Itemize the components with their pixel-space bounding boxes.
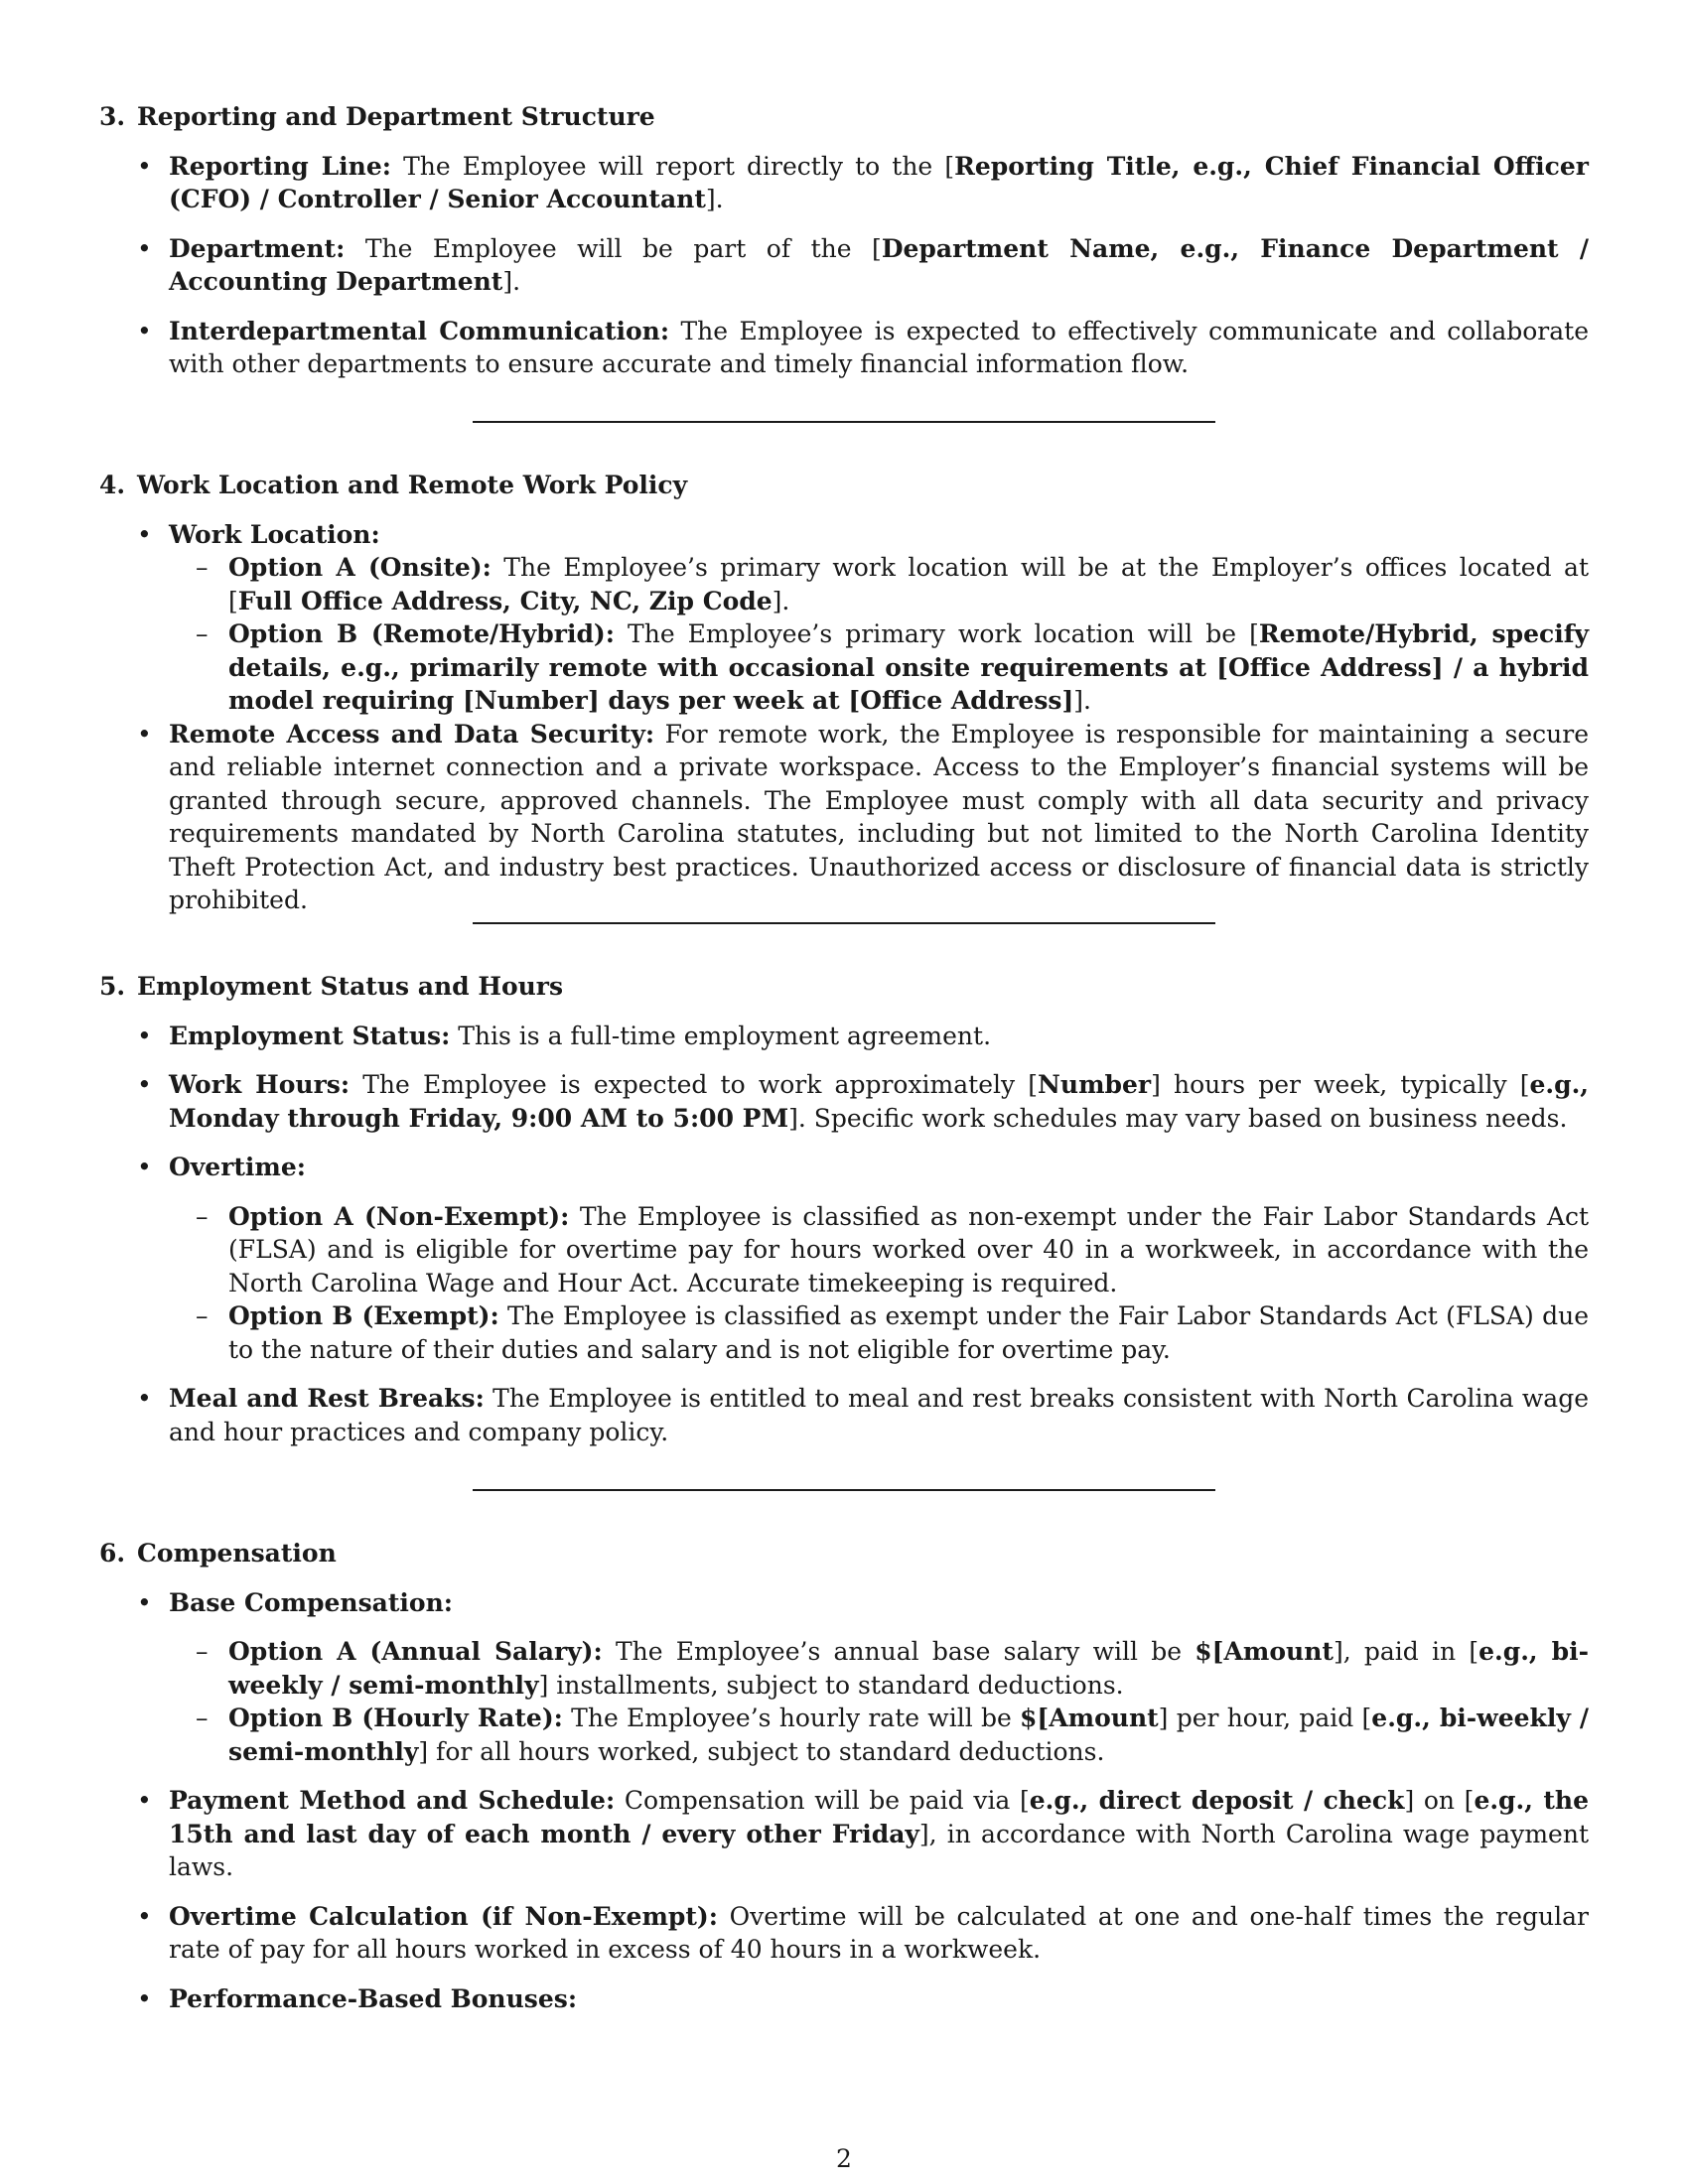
section-divider	[473, 922, 1215, 924]
list-item-payment-method: • Payment Method and Schedule: Compensation will be paid via [e.g., direct deposit / check] on [e.g., the 15th and last day of each month / every other Friday], in accordance with North Carolina wage payment laws.	[99, 1784, 1589, 1884]
section-title: 6. Compensation	[99, 1539, 337, 1568]
list-item-work-hours: • Work Hours: The Employee is expected to work approximately [Number] hours per week, typically [e.g., Monday through Friday, 9:00 AM to 5:00 PM]. Specific work schedules may vary based on business needs.	[99, 1068, 1589, 1135]
sublist-item-annual-salary: – Option A (Annual Salary): The Employee’s annual base salary will be $[Amount], paid in [e.g., bi-weekly / semi-monthly] installments, subject to standard deductions.	[169, 1635, 1589, 1702]
list-item-reporting-line: • Reporting Line: The Employee will report directly to the [Reporting Title, e.g., Chief Financial Officer (CFO) / Controller / Senior Accountant].	[99, 150, 1589, 216]
list-item-remote-access: • Remote Access and Data Security: For remote work, the Employee is responsible for maintaining a secure and reliable internet connection and a private workspace. Access to the Employer’s financial systems will be granted through secure, approved channels. The Employee must comply with all data security and privacy requirements mandated by North Carolina statutes, including but not limited to the North Carolina Identity Theft Protection Act, and industry best practices. Unauthorized access or disclosure of financial data is strictly prohibited.	[99, 718, 1589, 917]
section-title: 4. Work Location and Remote Work Policy	[99, 471, 688, 499]
list-item-employment-status: • Employment Status: This is a full-time employment agreement.	[99, 1020, 1589, 1053]
sublist-item-exempt: – Option B (Exempt): The Employee is classified as exempt under the Fair Labor Standards Act (FLSA) due to the nature of their duties and salary and is not eligible for overtime pay.	[169, 1299, 1589, 1366]
list-item-bonuses: • Performance-Based Bonuses:	[99, 1982, 1589, 2016]
page-number: 2	[836, 2144, 852, 2173]
section-title: 3. Reporting and Department Structure	[99, 102, 655, 131]
section-divider	[473, 421, 1215, 423]
section-employment-status	[99, 970, 1589, 1448]
list-item-meal-breaks: • Meal and Rest Breaks: The Employee is entitled to meal and rest breaks consistent with North Carolina wage and hour practices and company policy.	[99, 1382, 1589, 1448]
section-compensation	[99, 1537, 1589, 2015]
sublist-item-option-a: – Option A (Onsite): The Employee’s primary work location will be at the Employer’s offices located at [Full Office Address, City, NC, Zip Code].	[169, 551, 1589, 617]
list-item-base-compensation: • Base Compensation: – Option A (Annual Salary): The Employee’s annual base salary will be $[Amount], paid in [e.g., bi-weekly / semi-monthly] installments, subject to standard deductions. – Option B (Hourly Rate): The Employee’s hourly rate will be $[Amount] per hour, paid [e.g., bi-weekly / semi-monthly] for all hours worked, subject to standard deductions.	[99, 1586, 1589, 1769]
section-reporting	[99, 100, 1589, 381]
sublist-item-option-b: – Option B (Remote/Hybrid): The Employee’s primary work location will be [Remote/Hybrid, specify details, e.g., primarily remote with occasional onsite requirements at [Office Address] / a hybrid model requiring [Number] days per week at [Office Address]].	[169, 617, 1589, 718]
list-item-overtime-calculation: • Overtime Calculation (if Non-Exempt): Overtime will be calculated at one and one-half times the regular rate of pay for all hours worked in excess of 40 hours in a workweek.	[99, 1900, 1589, 1967]
list-item-department: • Department: The Employee will be part of the [Department Name, e.g., Finance Department / Accounting Department].	[99, 232, 1589, 299]
list-item-overtime: • Overtime: – Option A (Non-Exempt): The Employee is classified as non-exempt under the Fair Labor Standards Act (FLSA) and is eligible for overtime pay for hours worked over 40 in a workweek, in accordance with the North Carolina Wage and Hour Act. Accurate timekeeping is required. – Option B (Exempt): The Employee is classified as exempt under the Fair Labor Standards Act (FLSA) due to the nature of their duties and salary and is not eligible for overtime pay.	[99, 1151, 1589, 1366]
list-item-work-location: • Work Location: – Option A (Onsite): The Employee’s primary work location will be at the Employer’s offices located at [Full Office Address, City, NC, Zip Code]. – Option B (Remote/Hybrid): The Employee’s primary work location will be [Remote/Hybrid, specify details, e.g., primarily remote with occasional onsite requirements at [Office Address] / a hybrid model requiring [Number] days per week at [Office Address]].	[99, 518, 1589, 718]
section-divider	[473, 1489, 1215, 1491]
sublist-item-hourly-rate: – Option B (Hourly Rate): The Employee’s hourly rate will be $[Amount] per hour, paid [e.g., bi-weekly / semi-monthly] for all hours worked, subject to standard deductions.	[169, 1702, 1589, 1768]
section-title: 5. Employment Status and Hours	[99, 972, 564, 1001]
sublist-item-non-exempt: – Option A (Non-Exempt): The Employee is classified as non-exempt under the Fair Labor Standards Act (FLSA) and is eligible for overtime pay for hours worked over 40 in a workweek, in accordance with the North Carolina Wage and Hour Act. Accurate timekeeping is required.	[169, 1200, 1589, 1300]
section-work-location	[99, 469, 1589, 917]
list-item-interdepartmental: • Interdepartmental Communication: The Employee is expected to effectively communicate and collaborate with other departments to ensure accurate and timely financial information flow.	[99, 315, 1589, 381]
